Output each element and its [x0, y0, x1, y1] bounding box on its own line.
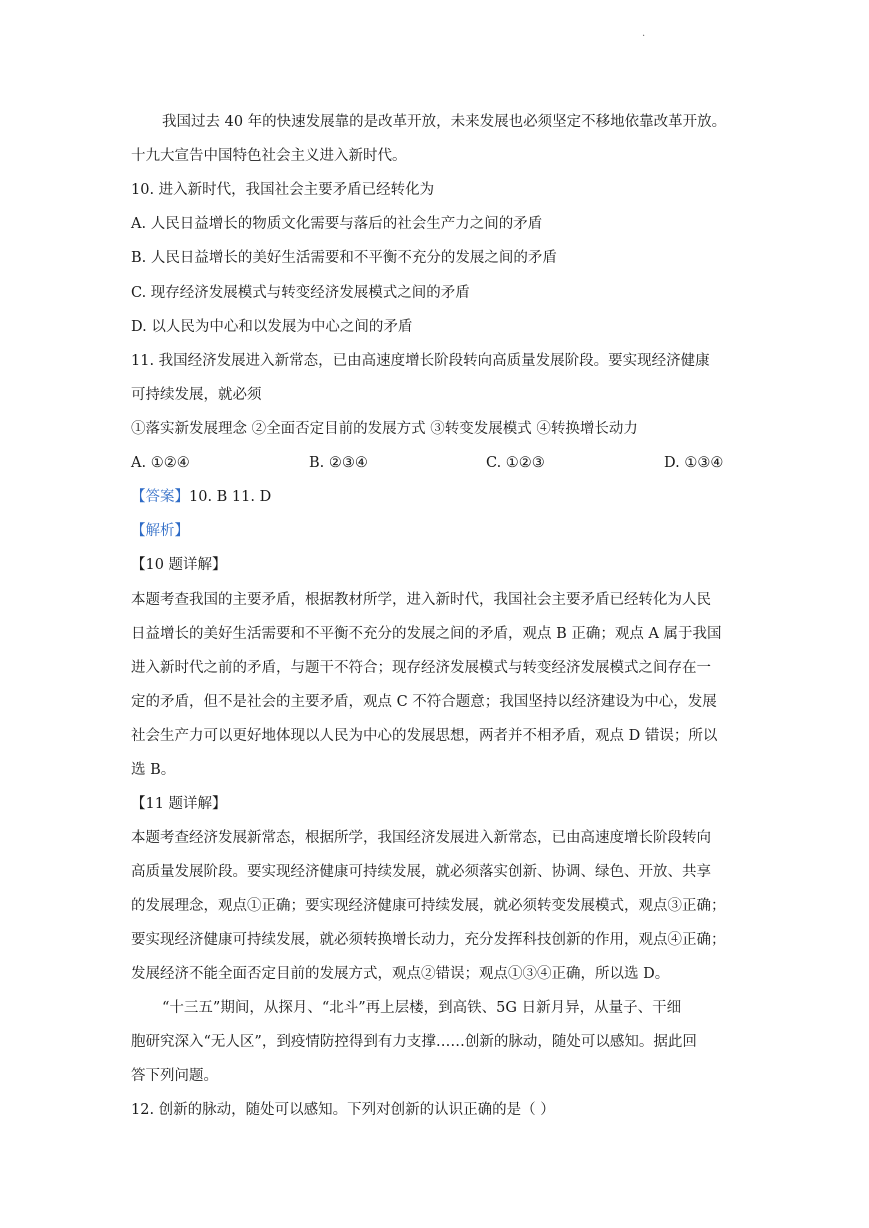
- question-11-stem-line1: 11. 我国经济发展进入新常态，已由高速度增长阶段转向高质量发展阶段。要实现经济健康: [131, 353, 710, 369]
- passage2-line2: 胞研究深入“无人区”，到疫情防控得到有力支撑……创新的脉动，随处可以感知。据此回: [131, 1034, 697, 1050]
- detail-10-line5: 社会生产力可以更好地体现以人民为中心的发展思想，两者并不相矛盾，观点 D 错误；所以: [131, 728, 718, 744]
- detail-10-line4: 定的矛盾，但不是社会的主要矛盾，观点 C 不符合题意；我国坚持以经济建设为中心，发展: [131, 694, 717, 710]
- question-10-option-b: B. 人民日益增长的美好生活需要和不平衡不充分的发展之间的矛盾: [131, 250, 557, 266]
- detail-10-line1: 本题考查我国的主要矛盾，根据教材所学，进入新时代，我国社会主要矛盾已经转化为人民: [131, 592, 711, 608]
- passage1-line1: 我国过去 40 年的快速发展靠的是改革开放，未来发展也必须坚定不移地依靠改革开放。: [162, 114, 727, 130]
- question-11-option-d: D. ①③④: [664, 455, 724, 471]
- question-10-option-c: C. 现存经济发展模式与转变经济发展模式之间的矛盾: [131, 285, 470, 301]
- detail-11-line2: 高质量发展阶段。要实现经济健康可持续发展，就必须落实创新、协调、绿色、开放、共享: [131, 864, 711, 880]
- detail-11-line1: 本题考查经济发展新常态，根据所学，我国经济发展进入新常态，已由高速度增长阶段转向: [131, 830, 711, 846]
- question-12-stem: 12. 创新的脉动，随处可以感知。下列对创新的认识正确的是（ ）: [131, 1102, 555, 1118]
- question-11-stem-line2: 可持续发展，就必须: [131, 387, 262, 403]
- detail-10-heading: 【10 题详解】: [131, 557, 227, 573]
- detail-11-line4: 要实现经济健康可持续发展，就必须转换增长动力，充分发挥科技创新的作用，观点④正确；: [131, 932, 726, 948]
- question-11-items: ①落实新发展理念 ②全面否定目前的发展方式 ③转变发展模式 ④转换增长动力: [131, 421, 638, 437]
- question-11-option-c: C. ①②③: [486, 455, 545, 471]
- question-10-option-d: D. 以人民为中心和以发展为中心之间的矛盾: [131, 319, 413, 335]
- passage1-line2: 十九大宣告中国特色社会主义进入新时代。: [131, 148, 407, 164]
- detail-10-line2: 日益增长的美好生活需要和不平衡不充分的发展之间的矛盾，观点 B 正确；观点 A 属于我国: [131, 626, 722, 642]
- answer-text: 10. B 11. D: [189, 489, 272, 505]
- passage2-line3: 答下列问题。: [131, 1068, 218, 1084]
- detail-10-line6: 选 B。: [131, 762, 176, 778]
- analysis-label: 【解析】: [131, 523, 189, 539]
- detail-11-heading: 【11 题详解】: [131, 796, 227, 812]
- detail-11-line5: 发展经济不能全面否定目前的发展方式，观点②错误；观点①③④正确，所以选 D。: [131, 966, 670, 982]
- detail-11-line3: 的发展理念，观点①正确；要实现经济健康可持续发展，就必须转变发展模式，观点③正确；: [131, 898, 726, 914]
- question-11-option-b: B. ②③④: [309, 455, 368, 471]
- question-11-option-a: A. ①②④: [131, 455, 190, 471]
- detail-10-line3: 进入新时代之前的矛盾，与题干不符合；现存经济发展模式与转变经济发展模式之间存在一: [131, 660, 711, 676]
- passage2-line1: “十三五”期间，从探月、“北斗”再上层楼，到高铁、5G 日新月异，从量子、干细: [162, 1000, 682, 1016]
- header-mark: .: [642, 28, 646, 39]
- question-10-stem: 10. 进入新时代，我国社会主要矛盾已经转化为: [131, 182, 435, 198]
- answer-line: [131, 487, 741, 507]
- question-10-option-a: A. 人民日益增长的物质文化需要与落后的社会生产力之间的矛盾: [131, 216, 543, 232]
- answer-label: 【答案】: [131, 489, 189, 505]
